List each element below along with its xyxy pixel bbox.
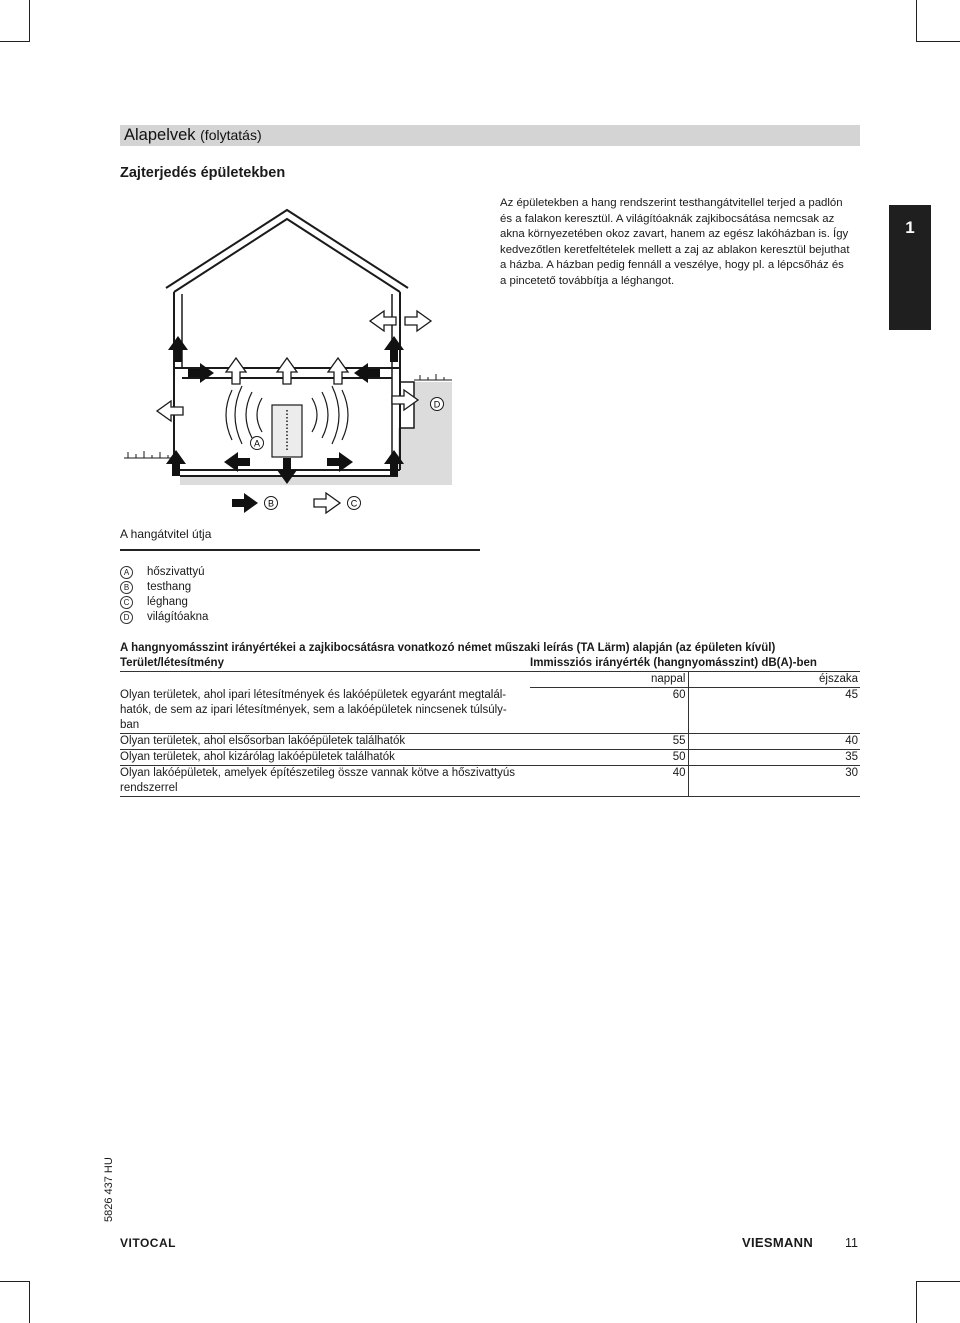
area-line: Olyan lakóépületek, amelyek építészetileg össze vannak kötve a hőszivattyús: [120, 766, 516, 779]
section-title: [124, 126, 262, 145]
document-number: [103, 1157, 115, 1222]
section-title-sub: (folytatás): [200, 127, 262, 143]
area-line: Olyan területek, ahol elsősorban lakóépületek találhatók: [120, 734, 406, 747]
row-night: 30: [688, 765, 860, 796]
left-wall: [174, 292, 178, 470]
subheader-empty: [120, 672, 530, 688]
intro-line: és a falakon keresztül. A világítóaknák zajkibocsátása nemcsak az: [500, 212, 835, 225]
col-header-area: Terület/létesítmény: [120, 656, 530, 672]
col-header-night: éjszaka: [688, 672, 860, 688]
legend-key: D: [120, 611, 133, 624]
row-day: 60: [530, 688, 688, 734]
legend-key: B: [120, 581, 133, 594]
legend-text: világítóakna: [147, 611, 209, 623]
legend-item: [120, 565, 208, 580]
grass-left: [128, 451, 168, 458]
intro-line: a pincetető továbbítja a léghangot.: [500, 274, 675, 287]
row-night: 45: [688, 688, 860, 734]
row-area: [120, 765, 530, 796]
legend-text: hőszivattyú: [147, 566, 205, 578]
row-night: 40: [688, 733, 860, 749]
area-line: Olyan területek, ahol ipari létesítmények és lakóépületek egyaránt megtalál-: [120, 688, 507, 701]
roof-inner: [174, 219, 400, 292]
table-row: [120, 749, 860, 765]
legend-item: [120, 595, 208, 610]
intro-line: kedvezőtlen keretfeltételek mellett a zaj az ablakon keresztül bejuthat: [500, 243, 850, 256]
area-line: hatók, de sem az ipari létesítmények, sem a lakóépületek nincsenek túlsúly-: [120, 703, 507, 716]
chapter-tab: 1: [889, 205, 931, 330]
crop-mark: [916, 41, 960, 42]
page-number: 11: [845, 1236, 858, 1250]
col-header-value: Immissziós irányérték (hangnyomásszint) dB(A)-ben: [530, 656, 860, 672]
legend-text: léghang: [147, 596, 188, 608]
row-area: [120, 733, 530, 749]
crop-mark: [0, 1281, 30, 1282]
section-title-main: Alapelvek: [124, 126, 196, 144]
grass-right: [420, 374, 444, 380]
intro-line: akna környezetében okoz zavart, hanem az egész lakóházban is. Így: [500, 228, 849, 240]
crop-mark: [916, 1281, 960, 1282]
area-line: ban: [120, 718, 140, 731]
label-d: [431, 398, 444, 411]
row-day: 50: [530, 749, 688, 765]
brand-logo: VIESMANN: [742, 1235, 814, 1250]
page-heading: Zajterjedés épületekben: [120, 165, 286, 181]
roof: [166, 210, 408, 288]
intro-line: Az épületekben a hang rendszerint testhangátvitellel terjed a padlón: [500, 197, 843, 209]
noise-limit-table: [120, 656, 860, 797]
table-title: A hangnyomásszint irányértékei a zajkibocsátásra vonatkozó német műszaki leírás (TA Lärm) alapján (az épületen kívül): [120, 642, 776, 654]
row-area: [120, 688, 530, 734]
legend-key: C: [120, 596, 133, 609]
legend: [120, 565, 208, 625]
table-subheader-row: [120, 672, 860, 688]
document-number-text: 5826 437 HU: [103, 1157, 115, 1222]
legend-key: A: [120, 566, 133, 579]
sound-transmission-diagram: [118, 200, 463, 520]
table-row: [120, 733, 860, 749]
intro-paragraph: [500, 196, 870, 289]
label-b: [265, 497, 278, 510]
crop-mark: [0, 41, 30, 42]
crop-mark: [29, 0, 30, 42]
legend-item: [120, 580, 208, 595]
product-logo: VITOCAL: [120, 1236, 176, 1250]
table-header-row: [120, 656, 860, 672]
legend-arrow-structure: [232, 493, 258, 513]
area-line: Olyan területek, ahol kizárólag lakóépületek találhatók: [120, 750, 395, 763]
label-a: [251, 437, 264, 450]
row-night: 35: [688, 749, 860, 765]
label-c: [348, 497, 361, 510]
svg-text:D: D: [433, 399, 441, 410]
caption-rule: [120, 549, 480, 551]
svg-text:C: C: [350, 498, 358, 509]
diagram-caption: A hangátvitel útja: [120, 527, 212, 541]
area-line: rendszerrel: [120, 781, 178, 794]
crop-mark: [29, 1281, 30, 1323]
svg-text:A: A: [253, 438, 261, 449]
intro-line: a házba. A házban pedig fennáll a veszélye, hogy pl. a lépcsőház és: [500, 259, 844, 271]
crop-mark: [916, 1281, 917, 1323]
row-day: 55: [530, 733, 688, 749]
table-row: [120, 765, 860, 796]
crop-mark: [916, 0, 917, 42]
svg-text:B: B: [267, 498, 275, 509]
row-day: 40: [530, 765, 688, 796]
legend-item: [120, 610, 208, 625]
row-area: [120, 749, 530, 765]
legend-text: testhang: [147, 581, 192, 593]
table-row: [120, 688, 860, 734]
col-header-day: nappal: [530, 672, 688, 688]
